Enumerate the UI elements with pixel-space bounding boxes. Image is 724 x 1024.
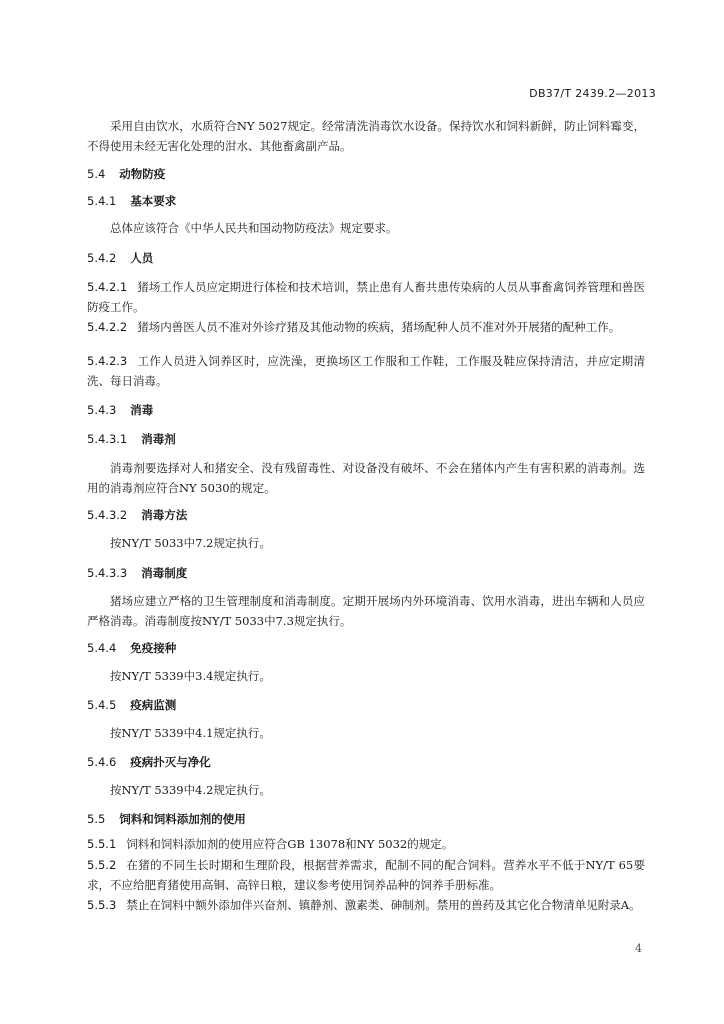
paragraph: 猪场应建立严格的卫生管理制度和消毒制度。定期开展场内外环境消毒、饮用水消毒，进出车辆和人员应严格消毒。消毒制度按NY/T 5033中7.3规定执行。 [87, 594, 645, 628]
section-heading: 5.5 饲料和饲料添加剂的使用 [87, 812, 246, 826]
paragraph: 消毒剂要选择对人和猪安全、没有残留毒性、对设备没有破坏、不会在猪体内产生有害积累的消毒剂。选用的消毒剂应符合NY 5030的规定。 [87, 461, 645, 495]
section-heading: 5.4.3.2 消毒方法 [87, 508, 188, 522]
section-heading: 5.4 动物防疫 [87, 167, 166, 181]
paragraph: 总体应该符合《中华人民共和国动物防疫法》规定要求。 [110, 221, 398, 235]
numbered-item: 5.5.2 在猪的不同生长时期和生理阶段，根据营养需求，配制不同的配合饲料。营养水平不低于NY/T 65要求，不应给肥育猪使用高铜、高锌日粮，建议参考使用饲养品种的饲养手册标准。 [87, 858, 645, 892]
section-heading: 5.4.2 人员 [87, 251, 154, 265]
numbered-item: 5.4.2.2 猪场内兽医人员不准对外诊疗猪及其他动物的疾病，猪场配种人员不准对外开展猪的配种工作。 [87, 320, 621, 334]
paragraph: 按NY/T 5033中7.2规定执行。 [110, 536, 271, 550]
numbered-item: 5.4.2.3 工作人员进入饲养区时，应洗澡，更换场区工作服和工作鞋，工作服及鞋应保持清洁，并应定期清洗、每日消毒。 [87, 354, 645, 388]
section-heading: 5.4.3.1 消毒剂 [87, 432, 176, 446]
numbered-item: 5.5.3 禁止在饲料中额外添加伴兴奋剂、镇静剂、激素类、砷制剂。禁用的兽药及其它化合物清单见附录A。 [87, 898, 641, 912]
section-heading: 5.4.6 疫病扑灭与净化 [87, 755, 211, 769]
numbered-item: 5.5.1 饲料和饲料添加剂的使用应符合GB 13078和NY 5032的规定。 [87, 837, 454, 851]
section-heading: 5.4.1 基本要求 [87, 194, 177, 208]
paragraph: 按NY/T 5339中4.1规定执行。 [110, 726, 271, 740]
section-heading: 5.4.3.3 消毒制度 [87, 566, 188, 580]
section-heading: 5.4.5 疫病监测 [87, 698, 177, 712]
section-heading: 5.4.3 消毒 [87, 403, 154, 417]
paragraph: 采用自由饮水，水质符合NY 5027规定。经常清洗消毒饮水设备。保持饮水和饲料新鲜，防止饲料霉变，不得使用未经无害化处理的泔水、其他畜禽副产品。 [87, 119, 645, 153]
document-header: DB37/T 2439.2—2013 [529, 87, 656, 100]
paragraph: 按NY/T 5339中3.4规定执行。 [110, 669, 271, 683]
numbered-item: 5.4.2.1 猪场工作人员应定期进行体检和技术培训，禁止患有人畜共患传染病的人员从事畜禽饲养管理和兽医防疫工作。 [87, 280, 645, 314]
section-heading: 5.4.4 免疫接种 [87, 641, 177, 655]
page-number: 4 [635, 942, 642, 955]
paragraph: 按NY/T 5339中4.2规定执行。 [110, 783, 271, 797]
